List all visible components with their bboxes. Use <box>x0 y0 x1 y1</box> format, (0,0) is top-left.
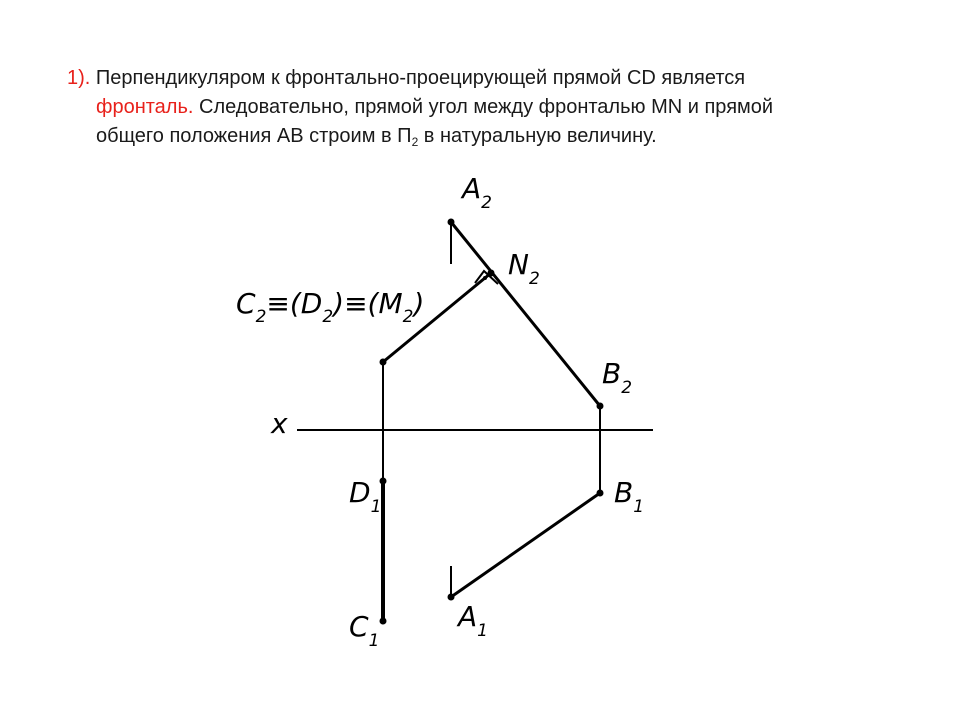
label-d1: $D_1$ <box>349 476 382 517</box>
label-a1: $A_1$ <box>458 600 488 641</box>
point-d1 <box>380 478 387 485</box>
text-line-3-start: общего положения АВ строим в П <box>96 125 412 147</box>
point-c2 <box>380 359 387 366</box>
point-n2 <box>488 270 495 277</box>
label-a2: $A_2$ <box>462 172 492 213</box>
label-c2-d2-m2: $C_2\equiv(D_2)\equiv(M_2)$ <box>236 287 425 327</box>
label-b1: $B_1$ <box>614 476 645 517</box>
point-b1 <box>597 490 604 497</box>
text-line-1-body: Перпендикуляром к фронтально-проецирующей прямой CD является <box>90 67 746 89</box>
point-a2 <box>448 219 455 226</box>
pi-subscript: 2 <box>411 135 419 149</box>
label-c1: $C_1$ <box>349 610 380 651</box>
point-b2 <box>597 403 604 410</box>
right-angle-dot <box>483 276 487 280</box>
text-line-3-end: в натуральную величину. <box>418 125 657 147</box>
point-c1 <box>380 618 387 625</box>
label-n2: $N_2$ <box>508 248 540 289</box>
item-number: 1). <box>67 67 91 89</box>
label-b2: $B_2$ <box>602 357 633 398</box>
label-x-axis: x <box>271 407 288 440</box>
text-line-2-body: Следовательно, прямой угол между фронталью MN и прямой <box>193 96 774 118</box>
point-a1 <box>448 594 455 601</box>
segment-b1-a1 <box>451 493 600 597</box>
highlight-term: фронталь. <box>96 96 194 118</box>
